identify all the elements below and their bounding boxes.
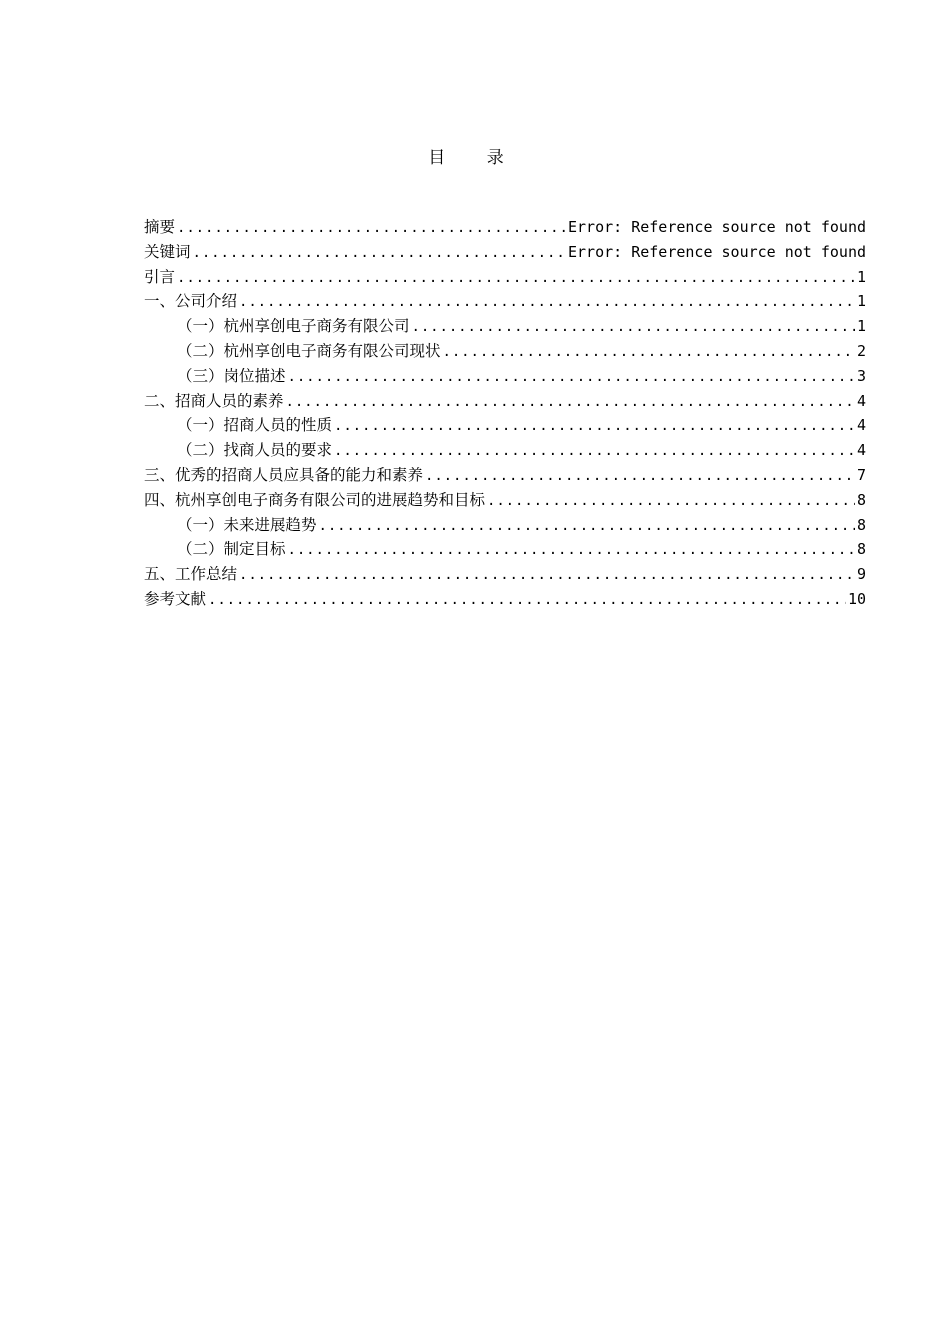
toc-dot-leader: [239, 290, 855, 315]
toc-entry-page: 8: [856, 540, 866, 559]
toc-entry-label: （二）杭州享创电子商务有限公司现状: [177, 341, 441, 360]
toc-dot-leader: [334, 439, 855, 464]
toc-entry-section-1-3[interactable]: [144, 364, 866, 389]
toc-entry-section-1-1[interactable]: [144, 314, 866, 339]
toc-entry-page: 8: [856, 515, 866, 534]
toc-entry-label: 引言: [144, 267, 176, 286]
toc-dot-leader: [177, 266, 855, 291]
toc-entry-label: （二）找商人员的要求: [177, 441, 333, 460]
toc-entry-section-4-2[interactable]: [144, 537, 866, 562]
toc-entry-page: 4: [856, 441, 866, 460]
toc-entry-page: 7: [856, 465, 866, 484]
toc-entry-page: Error: Reference source not found: [567, 242, 866, 261]
table-of-contents: [144, 215, 866, 612]
toc-entry-references[interactable]: [144, 587, 866, 612]
toc-entry-label: 摘要: [144, 218, 176, 236]
toc-entry-page: 1: [856, 317, 866, 336]
toc-entry-label: 三、优秀的招商人员应具备的能力和素养: [144, 465, 424, 484]
toc-dot-leader: [286, 390, 855, 415]
toc-entry-label: 关键词: [144, 242, 191, 261]
toc-dot-leader: [208, 588, 846, 613]
toc-entry-label: 一、公司介绍: [144, 292, 238, 311]
toc-dot-leader: [412, 315, 855, 340]
toc-entry-section-4-1[interactable]: [144, 513, 866, 538]
toc-entry-section-5[interactable]: [144, 562, 866, 587]
toc-entry-section-3[interactable]: [144, 463, 866, 488]
toc-entry-keywords[interactable]: [144, 240, 866, 265]
toc-dot-leader: [177, 216, 566, 241]
toc-entry-page: 8: [856, 490, 866, 509]
toc-dot-leader: [425, 464, 855, 489]
toc-dot-leader: [334, 414, 855, 439]
toc-dot-leader: [288, 538, 855, 563]
toc-dot-leader: [288, 365, 855, 390]
toc-entry-label: （一）未来进展趋势: [177, 515, 317, 534]
toc-entry-label: 四、杭州享创电子商务有限公司的进展趋势和目标: [144, 490, 486, 509]
toc-entry-section-2[interactable]: [144, 389, 866, 414]
toc-dot-leader: [239, 563, 855, 588]
toc-entry-label: （三）岗位描述: [177, 366, 286, 385]
toc-entry-page: 1: [856, 267, 866, 286]
toc-entry-introduction[interactable]: [144, 265, 866, 290]
toc-dot-leader: [193, 241, 566, 266]
toc-dot-leader: [443, 340, 855, 365]
toc-entry-page: 9: [856, 565, 866, 584]
toc-entry-page: 2: [856, 341, 866, 360]
toc-entry-label: （二）制定目标: [177, 540, 286, 559]
toc-dot-leader: [487, 489, 855, 514]
toc-entry-section-4[interactable]: [144, 488, 866, 513]
toc-entry-abstract[interactable]: [144, 215, 866, 240]
toc-entry-page: 10: [847, 589, 866, 608]
page-title: 目 录: [428, 148, 522, 168]
toc-entry-page: 3: [856, 366, 866, 385]
toc-entry-page: Error: Reference source not found: [567, 218, 866, 236]
toc-entry-section-2-1[interactable]: [144, 413, 866, 438]
toc-entry-section-2-2[interactable]: [144, 438, 866, 463]
toc-entry-label: 参考文献: [144, 589, 207, 608]
toc-entry-label: 二、招商人员的素养: [144, 391, 284, 410]
toc-entry-label: 五、工作总结: [144, 565, 238, 584]
toc-entry-page: 4: [856, 416, 866, 435]
toc-entry-section-1[interactable]: [144, 289, 866, 314]
toc-entry-page: 4: [856, 391, 866, 410]
toc-entry-section-1-2[interactable]: [144, 339, 866, 364]
toc-entry-page: 1: [856, 292, 866, 311]
toc-entry-label: （一）杭州享创电子商务有限公司: [177, 317, 410, 336]
toc-dot-leader: [319, 514, 855, 539]
toc-entry-label: （一）招商人员的性质: [177, 416, 333, 435]
